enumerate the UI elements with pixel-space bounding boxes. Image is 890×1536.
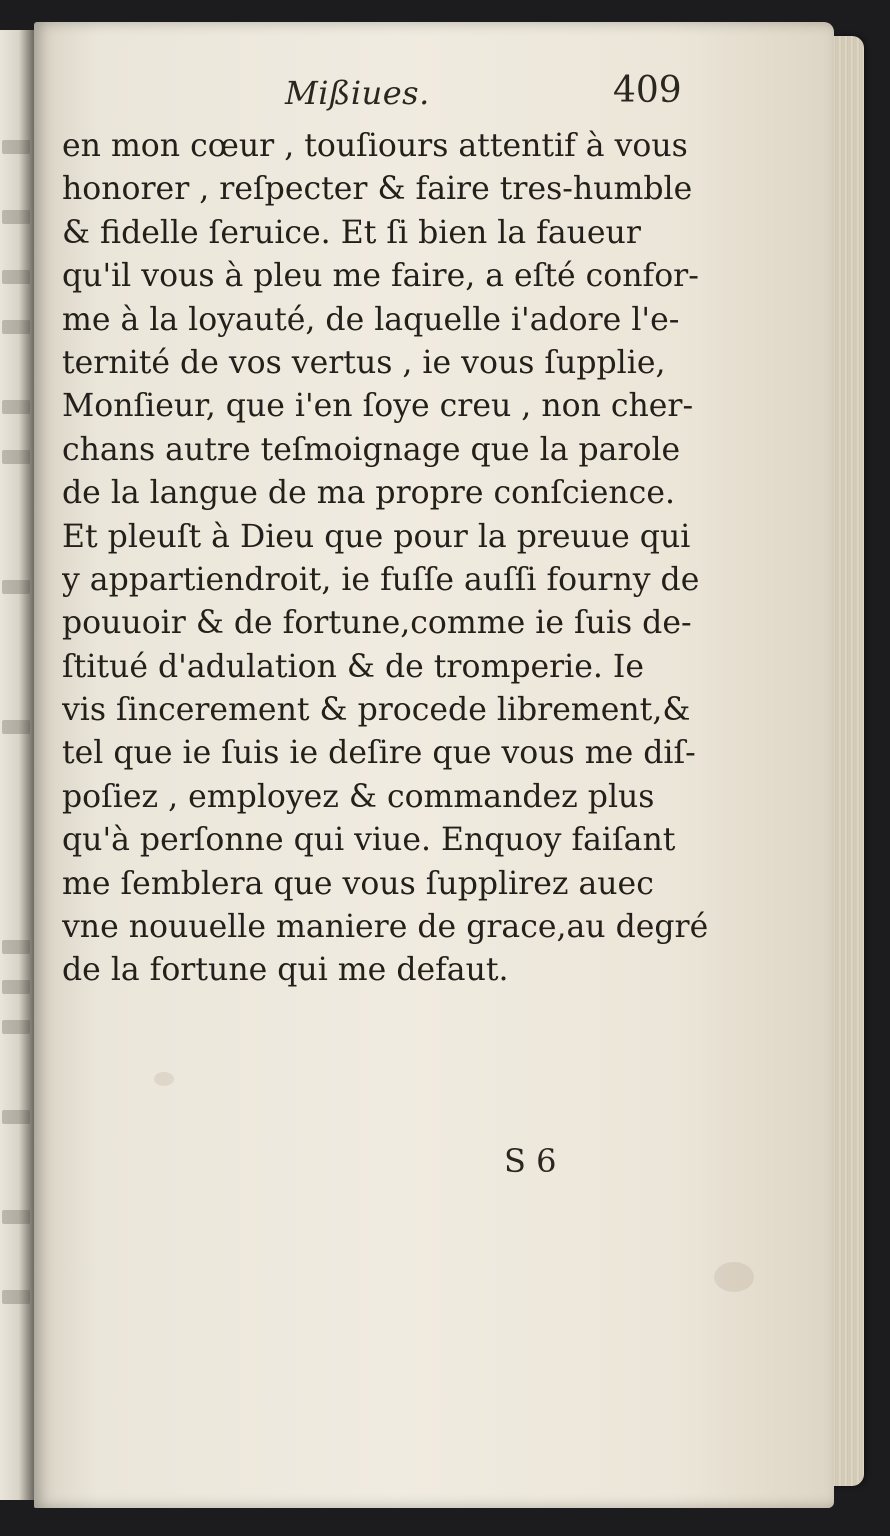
text-line: de la fortune qui me defaut.	[62, 952, 509, 989]
page-number: 409	[613, 70, 682, 111]
text-line: en mon cœur , touſiours attentif à vous	[62, 128, 688, 164]
text-line: de la langue de ma propre conſcience.	[62, 475, 675, 512]
text-line: pouuoir & de fortune,comme ie ſuis de-	[62, 605, 692, 642]
text-line: chans autre teſmoignage que la parole	[62, 431, 681, 468]
running-title: Mißiues.	[285, 74, 430, 112]
text-line: Et pleuſt à Dieu que pour la preuue qui	[62, 518, 691, 555]
text-line: tel que ie ſuis ie deſire que vous me diſ-	[62, 735, 696, 772]
text-line: & fidelle ſeruice. Et ſi bien la faueur	[62, 214, 641, 251]
text-line: qu'à perſonne qui viue. Enquoy faiſant	[62, 822, 676, 859]
text-line: me à la loyauté, de laquelle i'adore l'e-	[62, 301, 680, 338]
text-line: vis ſincerement & procede librement,&	[62, 692, 691, 729]
page-header	[100, 68, 700, 120]
text-line: me ſemblera que vous ſupplirez auec	[62, 865, 654, 902]
text-line: vne nouuelle maniere de grace,au degré	[62, 909, 709, 946]
text-line: honorer , reſpecter & faire tres-humble	[62, 171, 693, 208]
text-line: Monſieur, que i'en ſoye creu , non cher-	[62, 388, 694, 425]
text-line: y appartiendroit, ie fuſſe auſſi fourny de	[62, 561, 700, 598]
text-line: qu'il vous à pleu me faire, a eſté confor-	[62, 258, 699, 295]
signature-mark: S 6	[504, 1142, 557, 1180]
text-line: poſiez , employez & commandez plus	[62, 778, 655, 815]
text-line: ſtitué d'adulation & de tromperie. Ie	[62, 648, 645, 685]
text-line: ternité de vos vertus , ie vous ſupplie,	[62, 344, 666, 381]
body-text	[62, 125, 712, 993]
facing-page-edge	[0, 30, 34, 1500]
